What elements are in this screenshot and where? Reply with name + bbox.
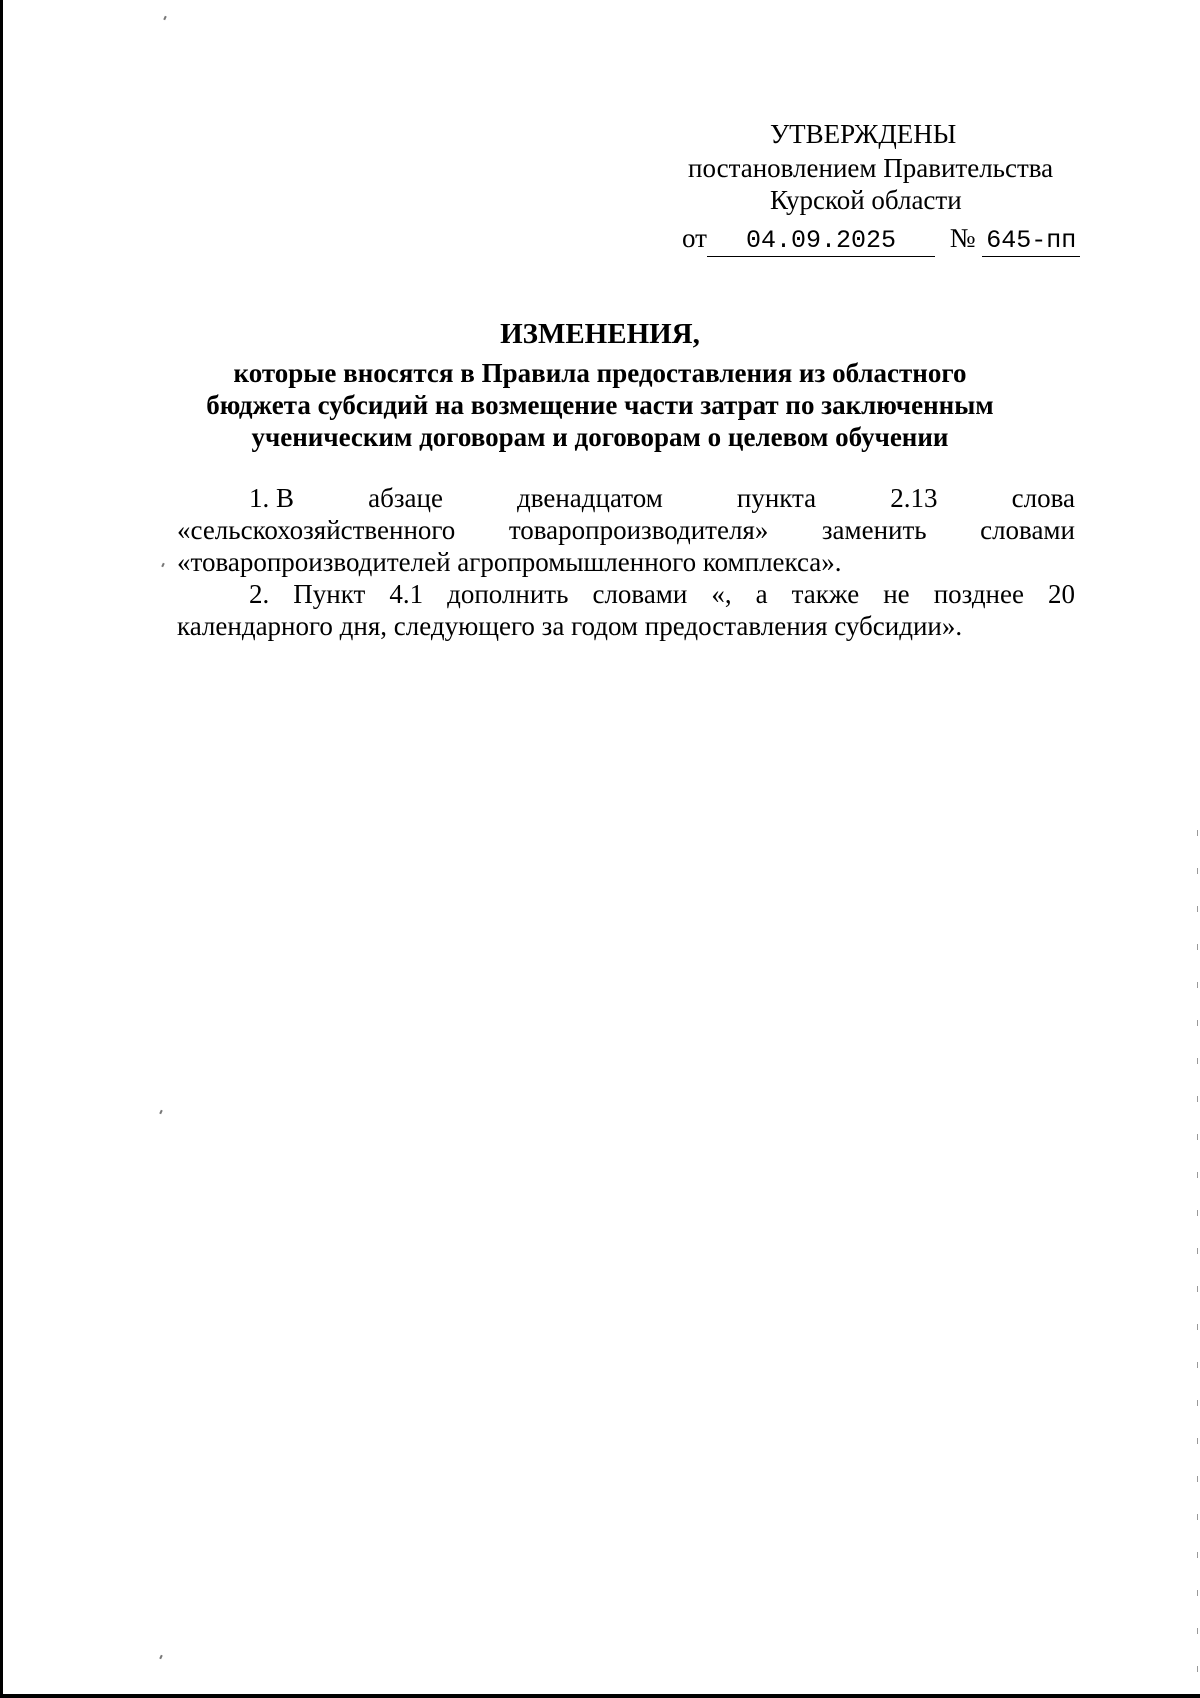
approval-heading: УТВЕРЖДЕНЫ (770, 119, 957, 149)
approval-line-1: постановлением Правительства (688, 153, 1054, 183)
word: «сельскохозяйственного (177, 515, 456, 545)
word: «, (711, 579, 732, 609)
title-line: бюджета субсидий на возмещение части затрат по заключенным (206, 390, 994, 420)
date-value: 04.09.2025 (745, 226, 896, 255)
word: Пункт (293, 579, 366, 609)
word: товаропроизводителя» (508, 515, 769, 545)
date-prefix: от (682, 223, 707, 253)
title-main: ИЗМЕНЕНИЯ, (500, 318, 700, 350)
item-2-line-2: календарного дня, следующего за годом предоставления субсидии». (177, 611, 963, 641)
word: слова (1011, 483, 1075, 513)
approval-line-2: Курской области (770, 185, 962, 215)
scan-speck (161, 563, 165, 567)
word: словами (592, 579, 688, 609)
document-body (177, 482, 1075, 642)
number-prefix: № (949, 223, 976, 253)
word: дополнить (447, 579, 569, 609)
word: заменить (821, 515, 927, 545)
approval-date-row (682, 222, 1080, 257)
scan-speck (159, 1655, 163, 1659)
document-title (150, 318, 1050, 453)
item-1-line-1 (177, 482, 1075, 514)
word: словами (980, 515, 1075, 545)
scan-speck (159, 1110, 163, 1114)
scan-border-left (0, 0, 3, 1698)
word: пункта (736, 483, 817, 513)
scan-edge-right (1197, 830, 1198, 1690)
item-1-line-2 (177, 514, 1075, 546)
word: 1. В (249, 483, 295, 513)
word: не (883, 579, 910, 609)
title-line: которые вносятся в Правила предоставления из областного (233, 358, 967, 388)
word: 4.1 (389, 579, 424, 609)
title-line: ученическим договорам и договорам о целевом обучении (251, 422, 949, 452)
number-field (982, 223, 1080, 257)
word: двенадцатом (517, 483, 663, 513)
word: 20 (1048, 579, 1075, 609)
word: абзаце (368, 483, 443, 513)
word: а (755, 579, 768, 609)
word: также (791, 579, 860, 609)
number-value: 645-пп (986, 226, 1077, 255)
word: позднее (933, 579, 1024, 609)
item-2-line-1 (177, 578, 1075, 610)
word: 2. (249, 579, 270, 609)
word: 2.13 (890, 483, 938, 513)
scan-border-bottom (0, 1694, 1200, 1698)
item-1-line-3: «товаропроизводителей агропромышленного комплекса». (177, 547, 842, 577)
date-field (707, 223, 935, 257)
scan-speck (163, 16, 167, 20)
